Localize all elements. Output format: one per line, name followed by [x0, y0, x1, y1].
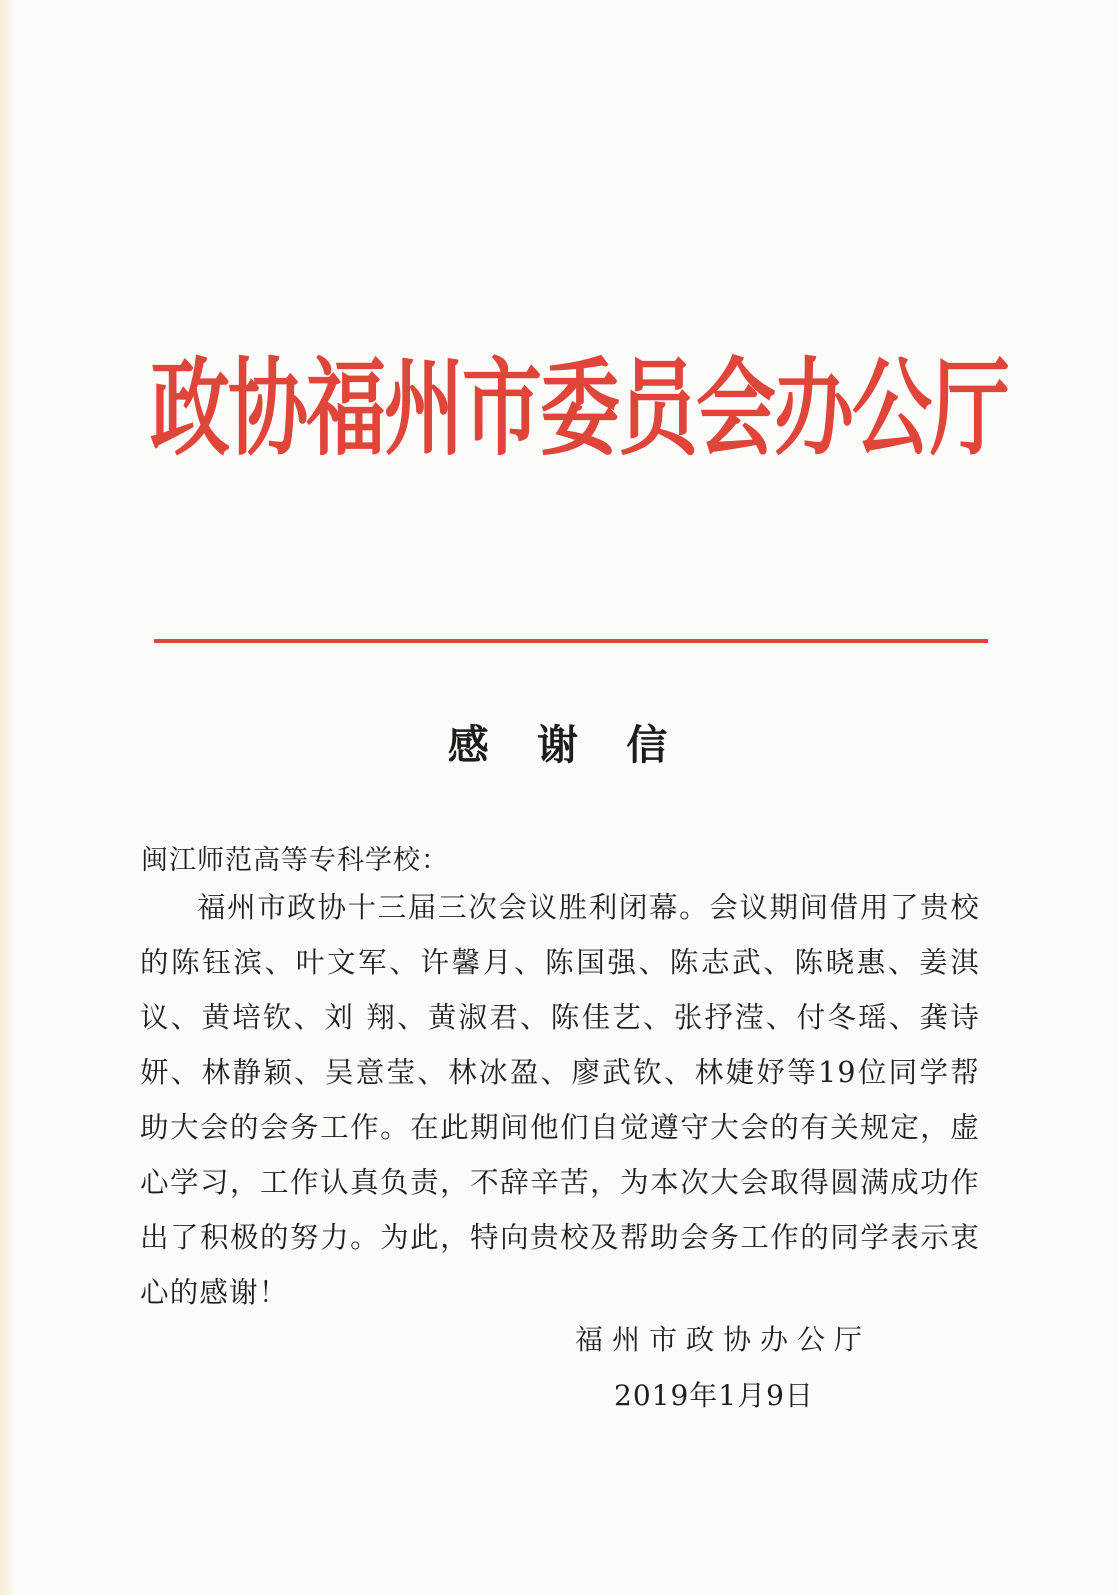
paper-binding-edge — [0, 0, 14, 1595]
salutation: 闽江师范高等专科学校： — [141, 845, 449, 876]
masthead-title: 政协福州市委员会办公厅 — [150, 345, 1008, 470]
letter-title: 感 谢 信 — [447, 721, 670, 769]
signature-organization: 福州市政协办公厅 — [575, 1323, 872, 1356]
red-divider-line — [154, 639, 988, 643]
signature-date: 2019年1月9日 — [614, 1379, 814, 1412]
letter-body: 福州市政协十三届三次会议胜利闭幕。会议期间借用了贵校的陈钰滨、叶文军、许馨月、陈国强、陈志武、陈晓惠、姜淇议、黄培钦、刘 翔、黄淑君、陈佳艺、张抒滢、付冬瑶、龚诗妍、林静颖、吴意莹、林冰盈、廖武钦、林婕妤等19位同学帮助大会的会务工作。在此期间他们自觉遵守大会的有关规定，虚心学习，工作认真负责，不辞辛苦，为本次大会取得圆满成功作出了积极的努力。为此，特向贵校及帮助会务工作的同学表示衷心的感谢！ — [140, 891, 980, 1309]
